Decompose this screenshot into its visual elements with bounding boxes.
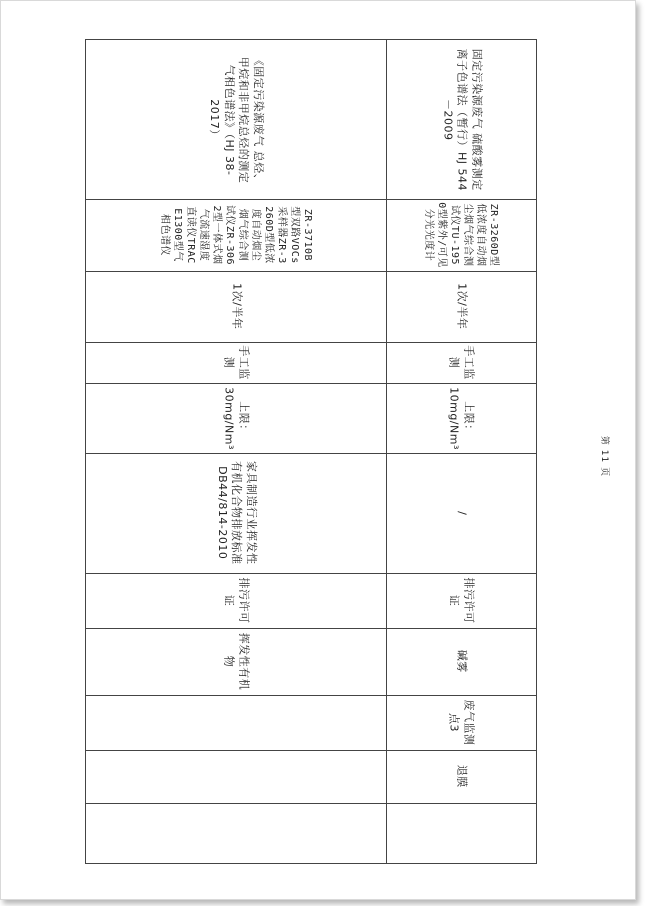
limit-text: 上限：30mg/Nm³ bbox=[223, 386, 251, 450]
pollutant-text: 挥发性有机物 bbox=[223, 632, 251, 691]
cell-instrument bbox=[86, 199, 386, 271]
cell-basis bbox=[86, 573, 386, 628]
mode-text: 手工监测 bbox=[448, 345, 476, 380]
basis-text: 排污许可证 bbox=[223, 577, 251, 624]
page-number-text: 第 11 页 bbox=[599, 435, 610, 477]
page-number bbox=[591, 435, 621, 477]
basis-text: 排污许可证 bbox=[448, 577, 476, 624]
cell-mode bbox=[386, 342, 536, 383]
cell-point bbox=[86, 695, 386, 750]
cell-method bbox=[386, 40, 536, 199]
cell-standard bbox=[386, 453, 536, 573]
instrument-text: ZR-3710B型双路VOCs采样器ZR-3260D型低浓度自动烟尘烟气综合测试仪ZR-3062型一体式烟气流速湿度直读仪TRACE1300型气相色谱仪 bbox=[159, 204, 313, 266]
frequency-text: 1次/半年 bbox=[455, 283, 469, 330]
cell-standard bbox=[86, 453, 386, 573]
mode-text: 手工监测 bbox=[223, 345, 251, 380]
limit-text: 上限：10mg/Nm³ bbox=[448, 386, 476, 450]
standard-text: 家具制造行业挥发性有机化合物排放标准DB44/814-2010 bbox=[215, 461, 258, 565]
cell-point bbox=[386, 695, 536, 750]
monitoring-table bbox=[85, 39, 537, 864]
cell-frequency bbox=[386, 271, 536, 342]
cell-pollutant bbox=[386, 628, 536, 695]
point-text: 废气监测点3 bbox=[448, 699, 476, 746]
cell-pollutant bbox=[86, 628, 386, 695]
cell-frequency bbox=[86, 271, 386, 342]
cell-item bbox=[386, 750, 536, 803]
column-divider bbox=[86, 803, 536, 804]
standard-text: / bbox=[455, 510, 469, 516]
cell-instrument bbox=[386, 199, 536, 271]
instrument-text: ZR-3260D型低浓度自动烟尘烟气综合测试仪TU-1950型紫外/可见分光光度计 bbox=[423, 202, 499, 268]
cell-limit bbox=[86, 383, 386, 453]
cell-method bbox=[86, 40, 386, 199]
cell-limit bbox=[386, 383, 536, 453]
pollutant-text: 碱雾 bbox=[455, 650, 469, 673]
cell-basis bbox=[386, 573, 536, 628]
method-text: 固定污染源废气 硫酸雾测定 离子色谱法（暂行）HJ 544－2009 bbox=[440, 48, 483, 191]
frequency-text: 1次/半年 bbox=[230, 283, 244, 330]
cell-mode bbox=[86, 342, 386, 383]
method-text: 《固定污染源废气 总烃、甲烷和非甲烷总烃的测定 气相色谱法》（HJ 38-2017） bbox=[208, 54, 265, 185]
item-text: 退膜 bbox=[455, 765, 469, 788]
cell-item bbox=[86, 750, 386, 803]
